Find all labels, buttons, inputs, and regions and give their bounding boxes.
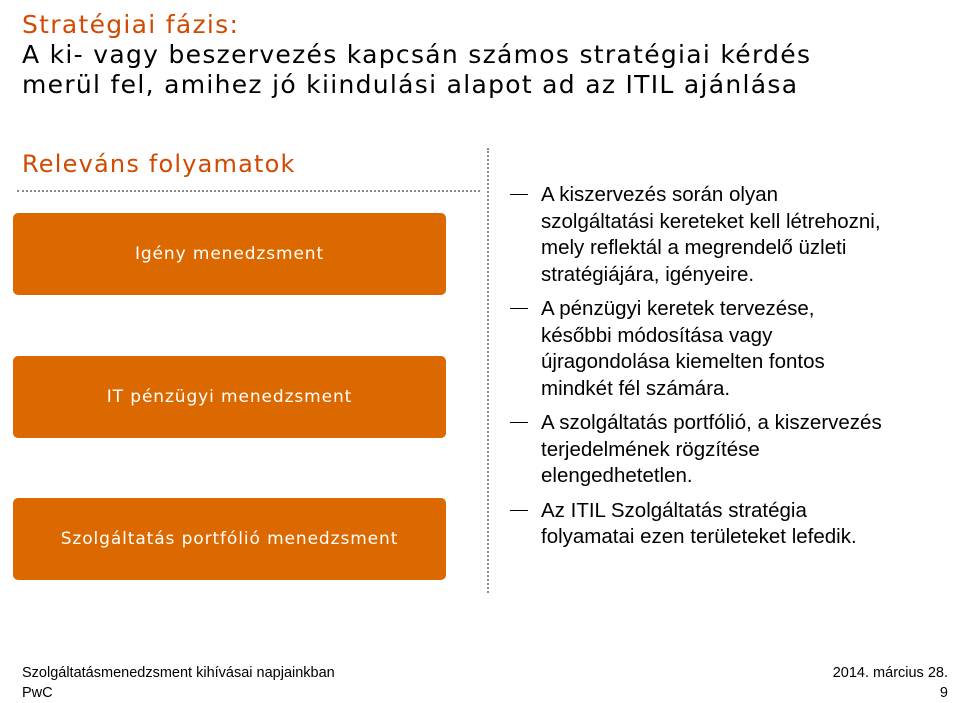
bullet-text-line: stratégiájára, igényeire. (541, 262, 755, 286)
column-divider (487, 148, 489, 593)
footer-company: PwC (22, 685, 53, 701)
bullet-item (510, 498, 950, 551)
bullet-text-line: szolgáltatási kereteket kell létrehozni, (541, 209, 881, 233)
bullet-text-line: terjedelmének rögzítése (541, 437, 760, 461)
bullet-list (510, 182, 950, 559)
title-line-1: Stratégiai fázis: (22, 10, 240, 39)
heading-divider (17, 190, 480, 192)
bullet-text-line: mely reflektál a megrendelő üzleti (541, 236, 847, 259)
section-heading: Releváns folyamatok (22, 150, 296, 178)
title-line-2: A ki- vagy beszervezés kapcsán számos stratégiai kérdés (22, 40, 812, 69)
process-box-service-portfolio-management (13, 498, 446, 580)
dash-bullet-icon (510, 194, 528, 195)
bullet-item (510, 296, 950, 402)
process-box-it-financial-management (13, 356, 446, 438)
bullet-text-line: A szolgáltatás portfólió, a kiszervezés (541, 411, 882, 434)
bullet-text-line: A kiszervezés során olyan (541, 183, 779, 206)
bullet-text-line: mindkét fél számára. (541, 376, 731, 400)
dash-bullet-icon (510, 308, 528, 309)
bullet-text-line: folyamatai ezen területeket lefedik. (541, 525, 857, 548)
process-box-demand-management (13, 213, 446, 295)
bullet-text-line: Az ITIL Szolgáltatás stratégia (541, 498, 807, 522)
bullet-item (510, 410, 950, 490)
dash-bullet-icon (510, 422, 528, 423)
page-number: 9 (939, 685, 948, 701)
footer-date: 2014. március 28. (832, 665, 948, 681)
bullet-text-line: újragondolása kiemelten fontos (541, 350, 825, 373)
process-label: Szolgáltatás portfólió menedzsment (60, 529, 399, 549)
footer-left (22, 663, 335, 703)
footer-right (833, 663, 948, 703)
title-line-3: merül fel, amihez jó kiindulási alapot ad az ITIL ajánlása (22, 70, 799, 99)
bullet-text-line: elengedhetetlen. (541, 464, 693, 487)
bullet-text-line: A pénzügyi keretek tervezése, (541, 297, 815, 320)
slide-title (22, 10, 942, 100)
bullet-text-line: későbbi módosítása vagy (541, 323, 773, 347)
dash-bullet-icon (510, 510, 528, 511)
footer-presentation-title: Szolgáltatásmenedzsment kihívásai napjainkban (22, 665, 335, 681)
bullet-item (510, 182, 950, 288)
process-label: Igény menedzsment (134, 244, 325, 264)
process-label: IT pénzügyi menedzsment (106, 387, 353, 407)
